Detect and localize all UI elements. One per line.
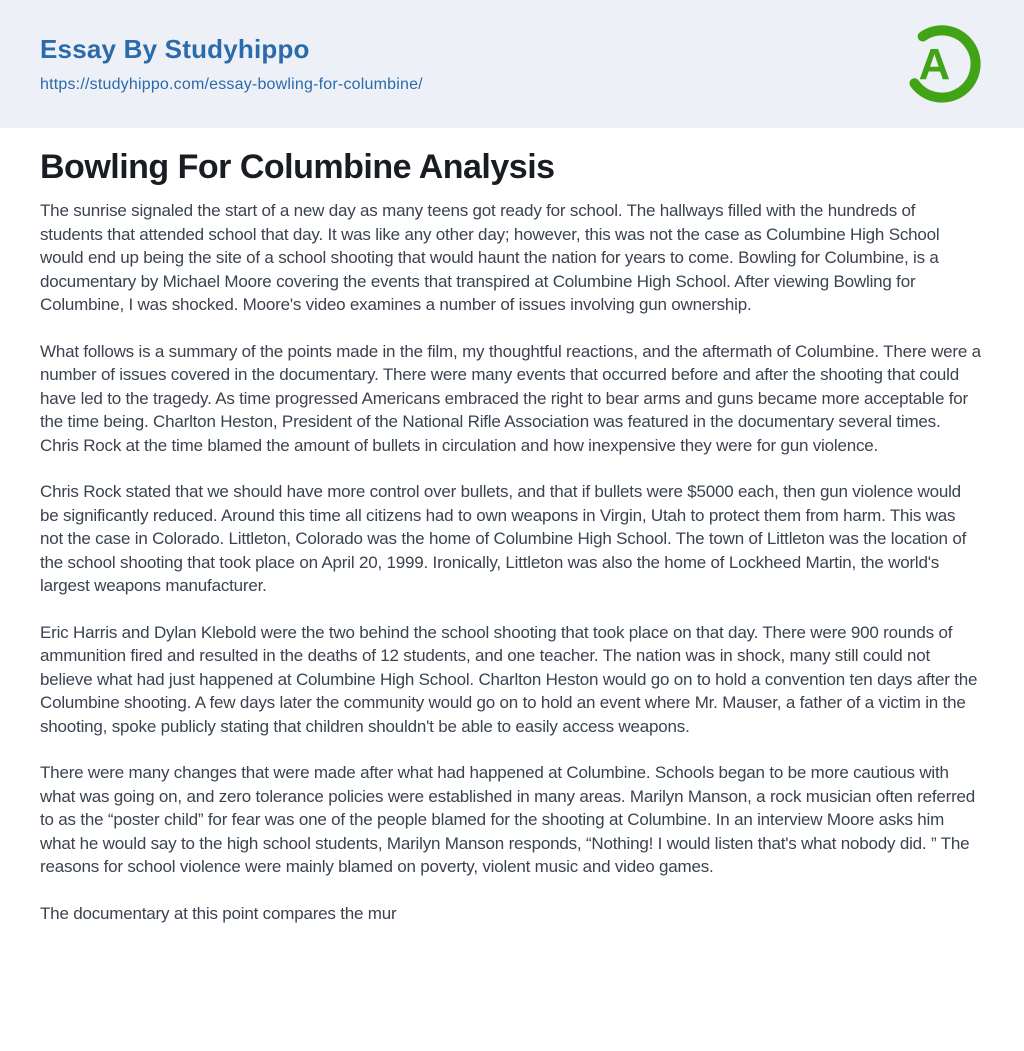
essay-paragraph-3: Chris Rock stated that we should have more control over bullets, and that if bullets were $5000 each, then gun violence would be significantly reduced. Around this time all citizens had to own weapons in Virgin, Utah to protect them from harm. This was not the case in Colorado. Littleton, Colorado was the home of Columbine High School. The town of Littleton was the location of the school shooting that took place on April 20, 1999. Ironically, Littleton was also the home of Lockheed Martin, the world's largest weapons manufacturer. [40, 482, 967, 596]
essay-url-link[interactable]: https://studyhippo.com/essay-bowling-for-columbine/ [40, 76, 423, 93]
essay-paragraph-5: There were many changes that were made after what had happened at Columbine. Schools began to be more cautious with what was going on, and zero tolerance policies were established in many areas. Marilyn Manson, a rock musician often referred to as the “poster child” for fear was one of the people blamed for the shooting at Columbine. In an interview Moore asks him what he would say to the high school students, Marilyn Manson responds, “Nothing! I would listen that's what nobody did. ” The reasons for school violence were mainly blamed on poverty, violent music and video games. [40, 763, 976, 877]
essay-paragraph-1: The sunrise signaled the start of a new day as many teens got ready for school. The hallways filled with the hundreds of students that attended school that day. It was like any other day; however, this was not the case as Columbine High School would end up being the site of a school shooting that would haunt the nation for years to come. Bowling for Columbine, is a documentary by Michael Moore covering the events that transpired at Columbine High School. After viewing Bowling for Columbine, I was shocked. Moore's video examines a number of issues involving gun ownership. [40, 201, 940, 315]
studyhippo-logo [900, 22, 984, 106]
header-text [40, 34, 423, 94]
essay-paragraph-4: Eric Harris and Dylan Klebold were the two behind the school shooting that took place on that day. There were 900 rounds of ammunition fired and resulted in the deaths of 12 students, and one teacher. The nation was in shock, many still could not believe what had just happened at Columbine High School. Charlton Heston would go on to hold a convention ten days after the Columbine shooting. A few days later the community would go on to hold an event where Mr. Mauser, a father of a victim in the shooting, spoke publicly stating that children shouldn't be able to easily access weapons. [40, 622, 978, 736]
essay-paragraph-2: What follows is a summary of the points made in the film, my thoughtful reactions, and the aftermath of Columbine. There were a number of issues covered in the documentary. There were many events that occurred before and after the shooting that could have led to the tragedy. As time progressed Americans embraced the right to bear arms and guns became more acceptable for the time being. Charlton Heston, President of the National Rifle Association was featured in the documentary several times. Chris Rock at the time blamed the amount of bullets in circulation and how inexpensive they were for gun violence. [40, 341, 981, 455]
page-title: Bowling For Columbine Analysis [40, 148, 555, 186]
essay-content [0, 128, 1024, 925]
essay-paragraph-6: The documentary at this point compares the mur [40, 903, 397, 923]
essay-byline: Essay By Studyhippo [40, 34, 310, 64]
logo-letter: A [918, 40, 951, 90]
page-header [0, 0, 1024, 128]
